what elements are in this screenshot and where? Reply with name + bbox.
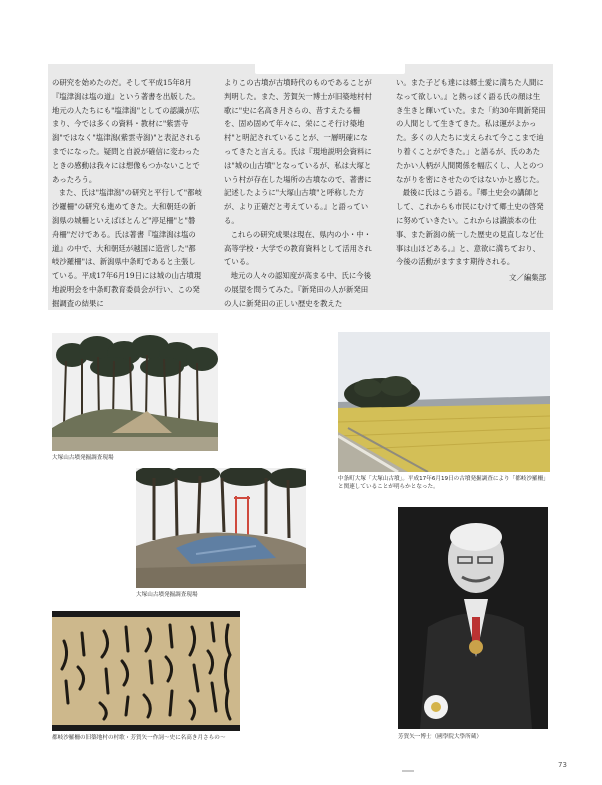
calligraphy-image bbox=[52, 611, 240, 731]
paragraph: また、氏は"塩津潟"の研究と平行して"都岐沙羅柵"の研究も進めてきた。大和朝廷の新潟県の城柵といえばほとんど"渟足柵"と"磐舟柵"だけである。氏は著書『塩津潟は塩の道』の中で、大和朝廷が越国に造営した"都岐沙羅柵"は、新潟県中条町であると主張している。平成17年6月19日には城の山古墳現地説明会を中条町教育委員会が行い、この発掘調査の結果に bbox=[52, 188, 202, 308]
paragraph: よりこの古墳が古墳時代のものであることが判明した。また、芳賀矢一博士が旧築地村村歌に"史に名高き月さらの、昔すえたる柵を、固め固めて年々に、栄にこそ行け築地村"と明記されていることが、一層明確になってきたと言える。氏は『現地説明会資料には"城の山古墳"となっているが、私は大塚という村が存在した場所の古墳なので、著書に記述したように"大塚山古墳"と呼称した方が、より正確だと考えている。』と語っている。 bbox=[224, 78, 372, 225]
portrait-image bbox=[398, 507, 548, 729]
text-column-2 bbox=[224, 76, 374, 311]
page-number: 73 bbox=[558, 761, 567, 769]
photo-caption: 都岐沙羅柵の旧築地村の村歌・芳賀矢一作詞～史に名高き月さらの～ bbox=[52, 735, 226, 741]
scan-mark bbox=[402, 770, 414, 772]
paragraph: これらの研究成果は現在、県内の小・中・高等学校・大学での教育資料として活用されている。 bbox=[224, 229, 372, 267]
excavation-dig-photo bbox=[136, 468, 306, 588]
paragraph: 最後に氏はこう語る。『郷土史会の講師として、これからも市民にむけて郷土史の啓発に努めていきたい。これからは讃談本の仕事、また新潟の統一した歴史の見直しなど仕事は山ほどある。』と、意欲に満ちており、今後の活動がますます期待される。 bbox=[396, 188, 544, 267]
pine-trees-image bbox=[52, 333, 218, 451]
blank-patch bbox=[255, 40, 405, 74]
byline: 文／編集部 bbox=[509, 273, 546, 283]
rice-field-image bbox=[338, 332, 550, 472]
portrait-photo bbox=[398, 507, 548, 729]
text-column-3 bbox=[396, 76, 546, 285]
photo-caption: 大塚山古墳発掘調査現場 bbox=[52, 455, 114, 461]
text-column-1 bbox=[52, 76, 202, 311]
paragraph: い。また子ども達には郷土愛に満ちた人間になって欲しい。』と熱っぽく語る氏の顔は生き生きと輝いていた。また「約30年間新発田の人間として生きてきた。私は運がよかった。多くの人たちに支えられて今ここまで辿り着くことができた。」と語るが、氏のあたたかい人柄が人間関係を幅広くし、人とのつながりを密にさせたのではないかと感じた。 bbox=[396, 78, 546, 184]
tumulus-field-photo bbox=[338, 332, 550, 472]
calligraphy-photo bbox=[52, 611, 240, 731]
photo-caption: 中条町大塚「大塚山古墳」。平成17年6月19日の古墳発掘調査により「都岐沙羅柵」と関連していることが明らかとなった。 bbox=[338, 476, 549, 490]
paragraph: 地元の人々の認知度が高まる中、氏に今後の展望を問うてみた。『新発田の人が新発田の人に新発田の正しい歴史を教えた bbox=[224, 271, 372, 308]
photo-caption: 芳賀矢一博士（國學院大學所蔵） bbox=[398, 734, 482, 740]
excavation-site-photo bbox=[52, 333, 218, 451]
dig-site-image bbox=[136, 468, 306, 588]
paragraph: の研究を始めたのだ。そして平成15年8月『塩津潟は塩の道』という著書を出版した。地元の人たちにも"塩津潟"としての認識が広まり、今では多くの資料・教材に"紫雲寺潟"ではなく"塩津潟(紫雲寺潟)"と表記されるまでになった。疑問と自説が確信に変わったときの感動は我々には想像もつかないことであったろう。 bbox=[52, 78, 201, 184]
photo-caption: 大塚山古墳発掘調査現場 bbox=[136, 592, 198, 598]
